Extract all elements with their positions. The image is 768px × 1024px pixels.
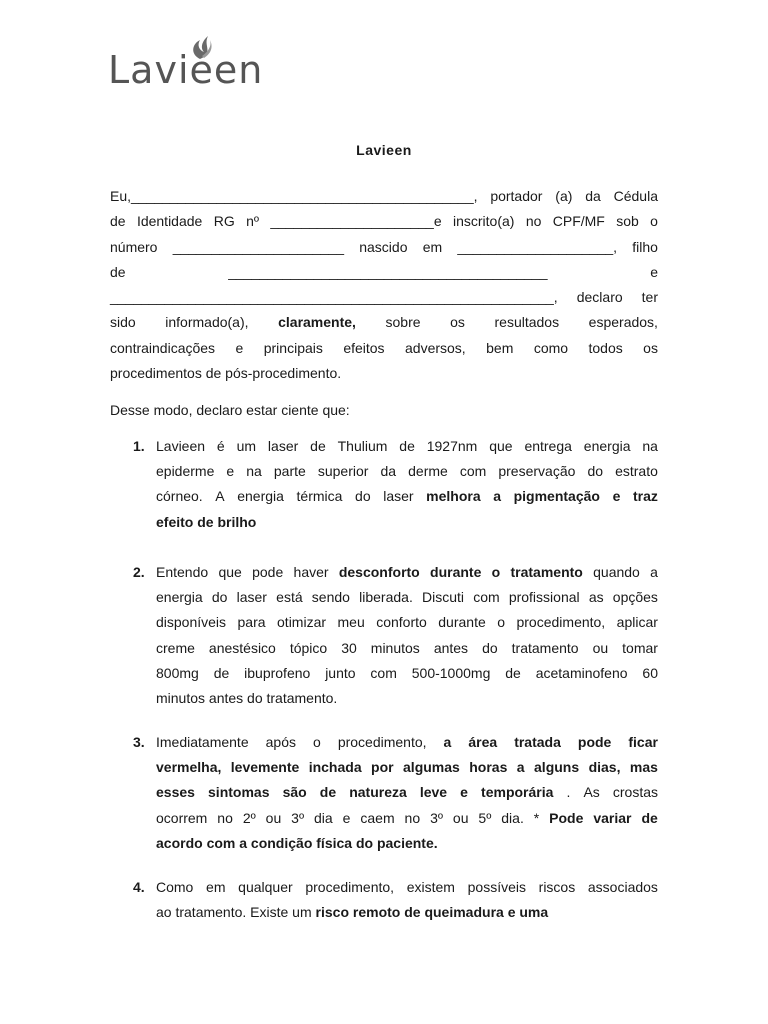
intro-word: _________________________________________ [228, 263, 548, 280]
intro-word: e [650, 263, 658, 280]
intro-word: de [110, 263, 126, 280]
word: 3º [291, 809, 305, 826]
list-item-text [156, 730, 658, 856]
word: no [217, 809, 233, 826]
bold-word: ficar [628, 734, 658, 750]
intro-word: bem [486, 339, 514, 356]
word: possíveis [467, 879, 526, 895]
word: o [313, 734, 321, 750]
word: aplicar [616, 614, 658, 631]
word: córneo. [156, 488, 203, 505]
bold-word: pode [577, 734, 612, 750]
intro-word: Cédula [613, 188, 658, 204]
bold-word: vermelha, [156, 759, 222, 776]
bold-word: sintomas [208, 784, 270, 801]
word: haver [293, 564, 329, 580]
word: tópico [289, 639, 328, 656]
word: do [211, 589, 228, 606]
bold-word: algumas [403, 759, 460, 776]
word: minutos [370, 639, 420, 656]
word: é [216, 438, 225, 454]
bold-text: efeito de brilho [156, 513, 257, 530]
intro-word: principais [263, 339, 323, 356]
word: para [237, 614, 266, 631]
word: anestésico [208, 639, 276, 656]
bold-word: desconforto [338, 564, 420, 580]
intro-word: filho [632, 238, 658, 255]
word: junto [325, 664, 356, 681]
word: procedimento, [305, 879, 395, 895]
intro-word: _________________________________________________________, [110, 289, 558, 306]
intro-line [110, 184, 658, 209]
word: laser [267, 438, 299, 454]
word: A [215, 488, 225, 505]
bold-word: a [516, 759, 525, 776]
bold-word: dias, [588, 759, 621, 776]
intro-word: os [450, 314, 465, 331]
word: qualquer [238, 879, 293, 895]
word: creme [156, 639, 195, 656]
word: com [473, 589, 500, 606]
list-item-line [156, 875, 658, 900]
bold-word: e [612, 488, 621, 505]
intro-line [110, 209, 658, 234]
word: dia [314, 809, 333, 826]
list-item-line [156, 730, 658, 755]
word: Lavieen [156, 438, 206, 454]
word: o [497, 614, 506, 631]
word: disponíveis [156, 614, 227, 631]
word: derme [408, 463, 448, 480]
word: energia [237, 488, 284, 505]
word: após [265, 734, 296, 750]
list-item-number: 1. [133, 438, 145, 454]
bold-word: natureza [349, 784, 407, 801]
list-item-number: 2. [133, 564, 145, 580]
bold-word: a [493, 488, 502, 505]
bold-word: alguns [534, 759, 580, 776]
list-item [110, 730, 658, 856]
intro-word: da [585, 188, 601, 204]
list-item-line [156, 780, 658, 805]
list-item-line [156, 610, 658, 635]
word: otimizar [277, 614, 327, 631]
bold-word: de [641, 809, 658, 826]
word: Imediatamente [156, 734, 249, 750]
word: do [355, 488, 371, 505]
word: com [370, 664, 397, 681]
word: Discuti [422, 589, 465, 606]
intro-word: portador [490, 188, 543, 204]
word: ou [265, 809, 282, 826]
word: do [482, 639, 498, 656]
intro-word: Identidade [136, 213, 203, 230]
list-item-text [156, 434, 658, 535]
list-item-line [156, 484, 658, 509]
intro-word: efeitos [343, 339, 385, 356]
intro-word: ____________________, [457, 238, 618, 255]
list-item-text [156, 560, 658, 711]
text: minutos antes do tratamento. [156, 690, 338, 707]
list-item-number: 3. [133, 734, 145, 750]
intro-word: no [525, 213, 542, 230]
list-item [110, 560, 658, 711]
intro-word: e [235, 339, 244, 356]
bold-word: levemente [230, 759, 300, 776]
bold-word: variar [593, 809, 632, 826]
word: antes [433, 639, 469, 656]
word: estrato [615, 463, 658, 480]
word: dia. [501, 809, 524, 826]
word: na [642, 438, 658, 454]
word: e [226, 463, 235, 480]
intro-word: _____________________e [270, 213, 442, 230]
word: energia [156, 589, 203, 606]
word: tomar [622, 639, 658, 656]
list-item-line [156, 560, 658, 585]
word: caem [360, 809, 395, 826]
word: quando [593, 564, 640, 580]
bold-word: leve [419, 784, 448, 801]
list-item-line [156, 831, 658, 856]
intro-paragraph [110, 184, 658, 386]
word: ocorrem [156, 809, 208, 826]
bold-word: área [468, 734, 498, 750]
intro-word: Eu,____________________________________________, [110, 188, 478, 204]
word: crostas [612, 784, 658, 801]
intro-word: nº [246, 213, 259, 230]
list-item-number: 4. [133, 879, 145, 895]
word: entrega [524, 438, 572, 454]
declaration-lead: Desse modo, declaro estar ciente que: [110, 402, 350, 418]
intro-word: sido [110, 314, 136, 331]
bold-word: de [319, 784, 337, 801]
intro-line [110, 361, 658, 386]
word: durante [438, 614, 486, 631]
intro-word: declaro [576, 289, 623, 306]
list-item-text [156, 875, 658, 925]
word: um [236, 438, 257, 454]
word: As [583, 784, 600, 801]
intro-line [110, 260, 658, 285]
list-item-line [156, 510, 658, 535]
list-item-line [156, 686, 658, 711]
list-item-line [156, 806, 658, 831]
word: que [489, 438, 513, 454]
bold-word: tratada [514, 734, 561, 750]
word: de [399, 438, 415, 454]
list-item-line [156, 585, 658, 610]
bold-word: por [371, 759, 394, 776]
word: superior [317, 463, 369, 480]
word: 5º [478, 809, 492, 826]
bold-word: o [491, 564, 501, 580]
word: na [246, 463, 262, 480]
intro-line [110, 310, 658, 335]
bold-word: Pode [549, 809, 584, 826]
word: laser [383, 488, 414, 505]
word: acetaminofeno [535, 664, 628, 681]
word: que [218, 564, 242, 580]
word: pode [252, 564, 284, 580]
word: está [276, 589, 303, 606]
word: . [566, 784, 571, 801]
bold-word: e [460, 784, 468, 801]
word: ibuprofeno [244, 664, 311, 681]
brand-logo [108, 34, 283, 96]
intro-word: como [533, 339, 569, 356]
word: * [533, 809, 540, 826]
word: e [342, 809, 351, 826]
word: procedimento, [516, 614, 606, 631]
word: Thulium [337, 438, 388, 454]
word: tratamento [511, 639, 579, 656]
word: 800mg [156, 664, 199, 681]
intro-word: resultados [494, 314, 560, 331]
word: ou [452, 809, 469, 826]
word: 500-1000mg [411, 664, 491, 681]
list-item [110, 875, 658, 925]
intro-word: esperados, [588, 314, 658, 331]
word: as [588, 589, 604, 606]
word: liberada. [359, 589, 413, 606]
bold-word: são [282, 784, 307, 801]
word: 3º [430, 809, 443, 826]
word: térmica [296, 488, 343, 505]
intro-line [110, 336, 658, 361]
intro-line [110, 285, 658, 310]
word: Como [156, 879, 194, 895]
word: de [213, 664, 230, 681]
intro-word: claramente, [278, 314, 356, 331]
intro-word: número [110, 238, 158, 255]
list-item [110, 434, 658, 535]
word: procedimento, [337, 734, 427, 750]
word: ou [592, 639, 609, 656]
intro-word: procedimentos de pós-procedimento. [110, 365, 342, 382]
intro-word: todos [588, 339, 623, 356]
word: profissional [508, 589, 580, 606]
intro-word: ter [641, 289, 658, 306]
bold-text: acordo com a condição física do paciente. [156, 834, 438, 851]
intro-word: adversos, [405, 339, 466, 356]
bold-word: pigmentação [513, 488, 600, 505]
intro-word: em [422, 238, 443, 255]
intro-word: inscrito(a) [452, 213, 515, 230]
bold-word: horas [469, 759, 508, 776]
word: Entendo [156, 564, 209, 580]
logo-wordmark: Lavieen [108, 48, 264, 92]
list-item-line [156, 661, 658, 686]
word: opções [612, 589, 658, 606]
word: associados [587, 879, 658, 895]
intro-word: (a) [555, 188, 573, 204]
word: 60 [642, 664, 658, 681]
word: epiderme [156, 463, 215, 480]
word: energia [583, 438, 631, 454]
bold-word: melhora [426, 488, 481, 505]
word: no [404, 809, 421, 826]
bold-word: tratamento [510, 564, 583, 580]
word: 30 [341, 639, 357, 656]
word: existem [406, 879, 455, 895]
bold-word: a [443, 734, 452, 750]
intro-word: sobre [385, 314, 421, 331]
word: de [505, 664, 521, 681]
bold-text: risco remoto de queimadura e uma [315, 904, 549, 921]
intro-word: nascido [359, 238, 408, 255]
word: em [206, 879, 226, 895]
word: a [650, 564, 658, 580]
intro-word: RG [213, 213, 235, 230]
bold-word: traz [632, 488, 658, 505]
intro-word: informado(a), [165, 314, 249, 331]
intro-word: sob [616, 213, 639, 230]
bold-word: inchada [308, 759, 362, 776]
word: 1927nm [426, 438, 478, 454]
list-item-line [156, 636, 658, 661]
word: conforto [376, 614, 427, 631]
word: parte [273, 463, 306, 480]
bold-word: durante [430, 564, 482, 580]
word: riscos [538, 879, 576, 895]
word: com [459, 463, 487, 480]
word: preservação [498, 463, 576, 480]
intro-word: CPF/MF [552, 213, 605, 230]
word: de [310, 438, 326, 454]
word: laser [236, 589, 267, 606]
bold-word: esses [156, 784, 195, 801]
word: da [380, 463, 397, 480]
list-item-line [156, 755, 658, 780]
intro-word: de [110, 213, 126, 230]
word: 2º [242, 809, 256, 826]
document-title: Lavieen [356, 142, 412, 158]
bold-word: mas [629, 759, 658, 776]
bold-word: temporária [481, 784, 554, 801]
word: do [587, 463, 604, 480]
intro-word: ______________________ [172, 238, 344, 255]
intro-word: os [643, 339, 658, 356]
word: sendo [311, 589, 350, 606]
intro-line [110, 235, 658, 260]
word: meu [337, 614, 365, 631]
text: ao tratamento. Existe um [156, 904, 316, 921]
intro-word: contraindicações [110, 339, 216, 356]
list-item-line [156, 434, 658, 459]
list-item-line [156, 900, 658, 925]
intro-word: o [650, 213, 658, 230]
list-item-line [156, 459, 658, 484]
